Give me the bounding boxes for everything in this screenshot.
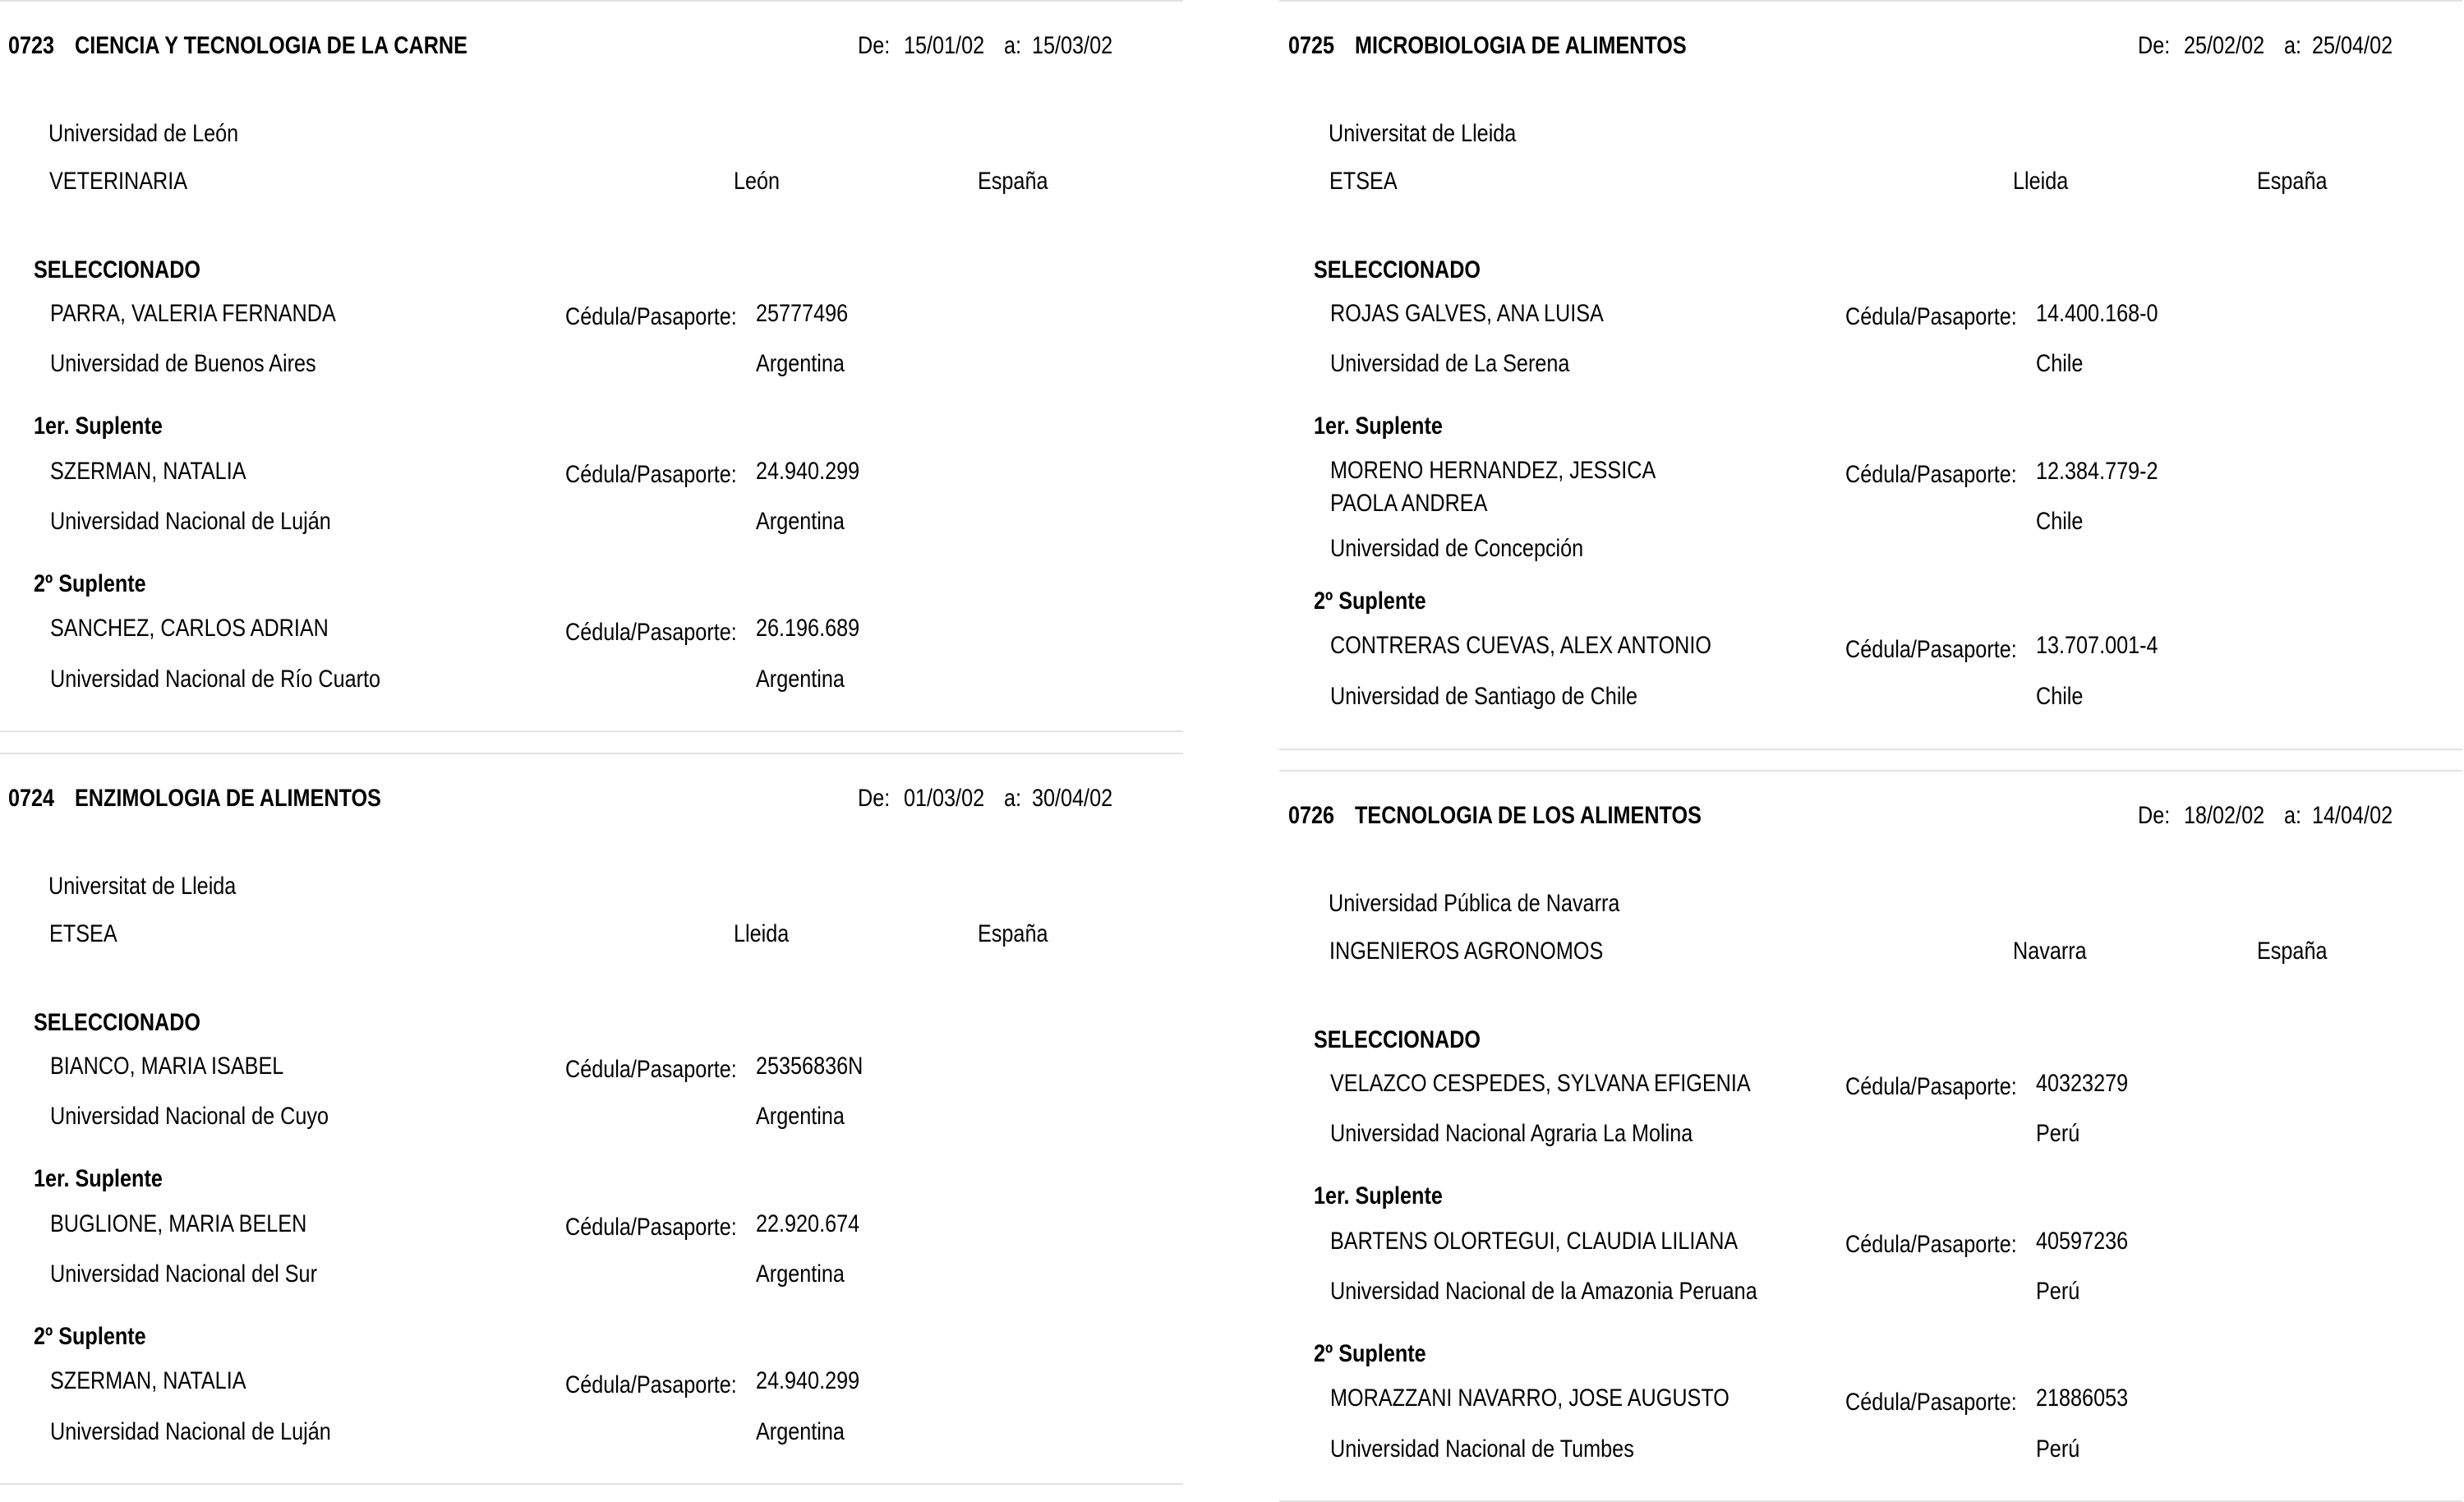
alternate1-id: 22.920.674 xyxy=(756,1210,860,1237)
date-to-label: a: xyxy=(1004,32,1022,59)
alternate2-country: Argentina xyxy=(756,1418,845,1445)
cedula-label: Cédula/Pasaporte: xyxy=(565,1371,737,1398)
host-city: Lleida xyxy=(734,920,790,947)
course-code: 0723 xyxy=(8,32,55,59)
course-code: 0724 xyxy=(8,785,55,812)
alternate2-heading: 2º Suplente xyxy=(34,570,146,597)
alternate1-id: 24.940.299 xyxy=(756,458,860,485)
host-university: Universidad Pública de Navarra xyxy=(1329,890,1620,917)
alternate1-heading: 1er. Suplente xyxy=(1314,412,1443,440)
cedula-label: Cédula/Pasaporte: xyxy=(1845,303,2017,330)
alternate2-name: SZERMAN, NATALIA xyxy=(50,1367,246,1394)
cedula-label: Cédula/Pasaporte: xyxy=(1845,1073,2017,1100)
alternate2-name: CONTRERAS CUEVAS, ALEX ANTONIO xyxy=(1330,632,1711,659)
date-from-label: De: xyxy=(2138,802,2171,829)
alternate2-name: MORAZZANI NAVARRO, JOSE AUGUSTO xyxy=(1330,1385,1729,1412)
host-university: Universitat de Lleida xyxy=(1329,120,1517,147)
host-faculty: VETERINARIA xyxy=(49,168,188,195)
host-country: España xyxy=(2257,938,2328,965)
host-faculty: INGENIEROS AGRONOMOS xyxy=(1329,938,1604,965)
cedula-label: Cédula/Pasaporte: xyxy=(565,1056,737,1083)
selected-name: BIANCO, MARIA ISABEL xyxy=(50,1053,284,1080)
host-university: Universidad de León xyxy=(48,120,239,147)
host-country: España xyxy=(978,168,1048,195)
alternate1-name: MORENO HERNANDEZ, JESSICA PAOLA ANDREA xyxy=(1330,457,1655,517)
course-title: ENZIMOLOGIA DE ALIMENTOS xyxy=(75,785,381,812)
date-to-label: a: xyxy=(2284,802,2302,829)
date-from: 25/02/02 xyxy=(2184,32,2265,59)
alternate1-heading: 1er. Suplente xyxy=(34,1165,163,1192)
divider xyxy=(0,753,1183,754)
alternate1-country: Argentina xyxy=(756,1260,845,1288)
selected-id: 25356836N xyxy=(756,1053,864,1080)
date-from-label: De: xyxy=(2138,32,2171,59)
selected-country: Chile xyxy=(2036,350,2084,377)
selected-university: Universidad de Buenos Aires xyxy=(50,350,316,377)
host-country: España xyxy=(978,920,1048,947)
cedula-label: Cédula/Pasaporte: xyxy=(565,619,737,646)
date-to: 25/04/02 xyxy=(2312,32,2393,59)
cedula-label: Cédula/Pasaporte: xyxy=(1845,636,2017,663)
selected-country: Perú xyxy=(2036,1120,2080,1147)
alternate2-id: 13.707.001-4 xyxy=(2036,632,2158,659)
divider xyxy=(1279,0,2462,2)
date-from-label: De: xyxy=(858,32,891,59)
cedula-label: Cédula/Pasaporte: xyxy=(565,1214,737,1241)
selected-university: Universidad Nacional de Cuyo xyxy=(50,1103,329,1130)
alternate1-country: Argentina xyxy=(756,508,845,535)
alternate2-name: SANCHEZ, CARLOS ADRIAN xyxy=(50,615,329,642)
alternate2-country: Perú xyxy=(2036,1435,2080,1463)
date-to-label: a: xyxy=(1004,785,1022,812)
divider xyxy=(0,1483,1183,1485)
alternate1-heading: 1er. Suplente xyxy=(34,412,163,440)
alternate2-id: 24.940.299 xyxy=(756,1367,860,1394)
alternate2-country: Chile xyxy=(2036,683,2084,710)
cedula-label: Cédula/Pasaporte: xyxy=(565,461,737,488)
divider xyxy=(1279,749,2462,750)
alternate2-id: 26.196.689 xyxy=(756,615,860,642)
selected-heading: SELECCIONADO xyxy=(34,256,201,283)
selected-name: VELAZCO CESPEDES, SYLVANA EFIGENIA xyxy=(1330,1070,1751,1097)
course-title: CIENCIA Y TECNOLOGIA DE LA CARNE xyxy=(75,32,467,59)
alternate1-name: BUGLIONE, MARIA BELEN xyxy=(50,1210,307,1237)
selected-id: 25777496 xyxy=(756,300,849,327)
cedula-label: Cédula/Pasaporte: xyxy=(1845,461,2017,488)
alternate2-heading: 2º Suplente xyxy=(1314,1340,1426,1367)
selected-heading: SELECCIONADO xyxy=(1314,1026,1481,1053)
alternate2-university: Universidad de Santiago de Chile xyxy=(1330,683,1638,710)
alternate1-university: Universidad de Concepción xyxy=(1330,535,1584,562)
host-city: Lleida xyxy=(2013,168,2069,195)
selected-heading: SELECCIONADO xyxy=(1314,256,1481,283)
alternate2-heading: 2º Suplente xyxy=(34,1323,146,1350)
selected-university: Universidad de La Serena xyxy=(1330,350,1570,377)
alternate1-university: Universidad Nacional de Luján xyxy=(50,508,331,535)
host-university: Universitat de Lleida xyxy=(48,873,237,900)
alternate2-university: Universidad Nacional de Río Cuarto xyxy=(50,666,381,693)
host-faculty: ETSEA xyxy=(1329,168,1398,195)
selected-heading: SELECCIONADO xyxy=(34,1009,201,1036)
alternate2-id: 21886053 xyxy=(2036,1385,2129,1412)
host-city: León xyxy=(734,168,781,195)
divider xyxy=(0,730,1183,732)
alternate1-country: Perú xyxy=(2036,1278,2080,1305)
alternate1-id: 40597236 xyxy=(2036,1228,2129,1255)
date-from: 18/02/02 xyxy=(2184,802,2265,829)
date-to-label: a: xyxy=(2284,32,2302,59)
host-city: Navarra xyxy=(2013,938,2087,965)
divider xyxy=(0,0,1183,2)
course-title: MICROBIOLOGIA DE ALIMENTOS xyxy=(1355,32,1687,59)
date-from-label: De: xyxy=(858,785,891,812)
cedula-label: Cédula/Pasaporte: xyxy=(1845,1389,2017,1416)
alternate2-university: Universidad Nacional de Luján xyxy=(50,1418,331,1445)
cedula-label: Cédula/Pasaporte: xyxy=(1845,1231,2017,1258)
alternate1-id: 12.384.779-2 xyxy=(2036,458,2158,485)
alternate1-name: BARTENS OLORTEGUI, CLAUDIA LILIANA xyxy=(1330,1228,1739,1255)
divider xyxy=(1279,770,2462,772)
alternate2-country: Argentina xyxy=(756,666,845,693)
host-country: España xyxy=(2257,168,2328,195)
date-from: 15/01/02 xyxy=(904,32,985,59)
date-to: 30/04/02 xyxy=(1032,785,1113,812)
alternate2-heading: 2º Suplente xyxy=(1314,587,1426,615)
course-code: 0725 xyxy=(1288,32,1335,59)
alternate1-country: Chile xyxy=(2036,508,2084,535)
selected-id: 40323279 xyxy=(2036,1070,2129,1097)
alternate1-name: SZERMAN, NATALIA xyxy=(50,458,246,485)
selected-name: ROJAS GALVES, ANA LUISA xyxy=(1330,300,1604,327)
course-code: 0726 xyxy=(1288,802,1335,829)
alternate2-university: Universidad Nacional de Tumbes xyxy=(1330,1435,1634,1463)
selected-university: Universidad Nacional Agraria La Molina xyxy=(1330,1120,1693,1147)
date-from: 01/03/02 xyxy=(904,785,985,812)
selected-country: Argentina xyxy=(756,350,845,377)
alternate1-university: Universidad Nacional de la Amazonia Peruana xyxy=(1330,1278,1757,1305)
cedula-label: Cédula/Pasaporte: xyxy=(565,303,737,330)
date-to: 14/04/02 xyxy=(2312,802,2393,829)
selected-id: 14.400.168-0 xyxy=(2036,300,2158,327)
course-title: TECNOLOGIA DE LOS ALIMENTOS xyxy=(1355,802,1702,829)
alternate1-university: Universidad Nacional del Sur xyxy=(50,1260,317,1288)
selected-country: Argentina xyxy=(756,1103,845,1130)
alternate1-heading: 1er. Suplente xyxy=(1314,1182,1443,1209)
date-to: 15/03/02 xyxy=(1032,32,1113,59)
selected-name: PARRA, VALERIA FERNANDA xyxy=(50,300,336,327)
host-faculty: ETSEA xyxy=(49,920,117,947)
